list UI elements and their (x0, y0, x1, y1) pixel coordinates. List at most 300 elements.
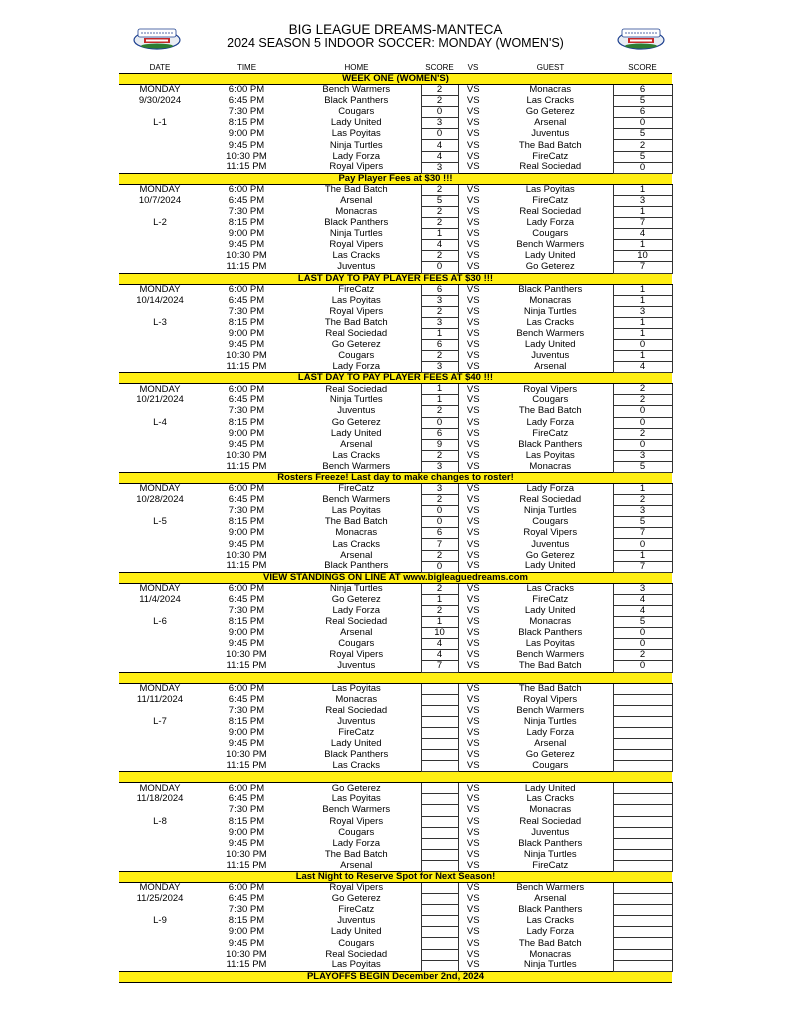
game-row (119, 816, 672, 827)
guest-team: Go Geterez (525, 261, 575, 273)
game-row (119, 517, 672, 528)
guest-score: 2 (613, 428, 672, 439)
guest-score (613, 727, 672, 738)
game-row (119, 184, 672, 195)
game-time: 6:45 PM (228, 295, 265, 306)
date-cell (119, 639, 201, 650)
date-cell (119, 927, 201, 938)
guest-score: 1 (613, 328, 672, 339)
guest-team: Monacras (529, 461, 572, 472)
vs-label: VS (466, 217, 480, 229)
game-time: 11:15 PM (226, 261, 267, 273)
home-team: Arsenal (340, 860, 373, 871)
home-team: Juventus (337, 716, 376, 727)
guest-score (613, 905, 672, 916)
guest-team: Bench Warmers (516, 705, 585, 716)
guest-score: 5 (613, 129, 672, 140)
home-team: Go Geterez (331, 594, 381, 605)
guest-score: 0 (613, 339, 672, 350)
home-team: FireCatz (338, 904, 375, 916)
game-row (119, 794, 672, 805)
guest-score: 4 (613, 362, 672, 373)
guest-score: 0 (613, 118, 672, 129)
game-row (119, 683, 672, 694)
home-score: 2 (421, 450, 458, 461)
home-team: Go Geterez (331, 893, 381, 905)
vs-label: VS (466, 949, 480, 960)
guest-score: 4 (613, 594, 672, 605)
vs-label: VS (466, 616, 480, 628)
home-team: Juventus (337, 915, 376, 927)
guest-team: Cougars (532, 228, 569, 240)
home-team: Las Cracks (332, 250, 380, 262)
game-time: 6:00 PM (228, 284, 265, 295)
home-team: Ninja Turtles (329, 583, 383, 595)
home-score: 4 (421, 140, 458, 151)
guest-score: 2 (613, 384, 672, 395)
home-score (421, 738, 458, 749)
home-score (421, 683, 458, 694)
guest-score: 1 (613, 351, 672, 362)
home-score: 0 (421, 561, 458, 572)
game-row (119, 195, 672, 206)
guest-team: Las Cracks (526, 317, 574, 328)
home-score: 4 (421, 240, 458, 251)
date-cell (119, 949, 201, 960)
date-cell (119, 306, 201, 317)
home-team: Arsenal (340, 439, 373, 450)
guest-score: 2 (613, 140, 672, 151)
date-cell (119, 506, 201, 517)
week-day: MONDAY (139, 483, 181, 495)
guest-team: Arsenal (534, 361, 567, 372)
game-time: 11:15 PM (226, 361, 267, 372)
guest-score: 3 (613, 306, 672, 317)
week-banner-row (119, 473, 672, 484)
game-time: 9:00 PM (228, 926, 265, 938)
guest-score (613, 916, 672, 927)
game-row (119, 151, 672, 162)
game-row (119, 107, 672, 118)
home-score: 1 (421, 617, 458, 628)
game-row (119, 362, 672, 373)
date-cell (119, 605, 201, 616)
guest-score (613, 860, 672, 871)
vs-label: VS (466, 139, 480, 151)
guest-score: 0 (613, 406, 672, 417)
game-time: 11:15 PM (226, 461, 267, 472)
home-team: Ninja Turtles (329, 139, 383, 151)
game-row (119, 96, 672, 107)
week-day: MONDAY (139, 84, 181, 96)
stadium-logo-icon (616, 25, 666, 51)
date-cell (119, 240, 201, 251)
vs-label: VS (466, 793, 480, 805)
home-team: Juventus (337, 261, 376, 273)
week-banner: Rosters Freeze! Last day to make changes to roster! (119, 473, 672, 484)
vs-label: VS (466, 106, 480, 118)
guest-score (613, 838, 672, 849)
home-score: 0 (421, 506, 458, 517)
vs-label: VS (466, 749, 480, 761)
home-score (421, 694, 458, 705)
guest-score: 7 (613, 218, 672, 229)
game-row (119, 206, 672, 217)
home-team: The Bad Batch (324, 184, 388, 196)
stadium-logo-icon (132, 25, 182, 51)
home-team: Royal Vipers (329, 162, 384, 173)
game-row (119, 639, 672, 650)
game-time: 8:15 PM (228, 616, 265, 628)
game-row (119, 129, 672, 140)
date-cell (119, 761, 201, 772)
guest-score (613, 794, 672, 805)
guest-score: 1 (613, 295, 672, 306)
guest-team: Las Poyitas (525, 638, 575, 650)
vs-label: VS (466, 250, 480, 262)
date-cell (119, 539, 201, 550)
date-cell (119, 727, 201, 738)
date-cell (119, 938, 201, 949)
date-cell (119, 849, 201, 860)
date-cell (119, 251, 201, 262)
guest-score: 0 (613, 539, 672, 550)
guest-score (613, 694, 672, 705)
home-team: Real Sociedad (325, 616, 388, 628)
game-row (119, 750, 672, 761)
vs-label: VS (466, 261, 480, 273)
game-time: 10:30 PM (226, 649, 267, 661)
game-time: 6:00 PM (228, 782, 265, 794)
playoffs-banner: PLAYOFFS BEGIN December 2nd, 2024 (119, 971, 672, 982)
vs-label: VS (466, 882, 480, 894)
vs-label: VS (466, 394, 480, 406)
game-row (119, 495, 672, 506)
game-row (119, 605, 672, 616)
vs-label: VS (466, 383, 480, 395)
game-row (119, 395, 672, 406)
vs-label: VS (466, 838, 480, 849)
home-score: 2 (421, 251, 458, 262)
column-header-row (119, 63, 672, 74)
guest-score: 3 (613, 195, 672, 206)
home-score: 7 (421, 539, 458, 550)
week-label: L-2 (153, 217, 167, 229)
date-cell (119, 628, 201, 639)
date-cell (119, 362, 201, 373)
game-time: 9:45 PM (228, 538, 265, 550)
game-time: 6:45 PM (228, 394, 265, 406)
home-team: Ninja Turtles (329, 228, 383, 240)
guest-team: Black Panthers (518, 838, 583, 849)
week-day: MONDAY (139, 782, 181, 794)
home-score: 2 (421, 583, 458, 594)
guest-score: 0 (613, 639, 672, 650)
home-score: 1 (421, 229, 458, 240)
guest-score (613, 894, 672, 905)
home-team: Las Poyitas (331, 683, 381, 694)
game-row (119, 218, 672, 229)
game-row (119, 439, 672, 450)
week-day: MONDAY (139, 284, 181, 295)
vs-label: VS (466, 128, 480, 140)
game-row (119, 450, 672, 461)
game-time: 9:45 PM (228, 239, 265, 251)
game-row (119, 905, 672, 916)
home-team: Lady United (330, 738, 382, 750)
schedule-table (119, 63, 673, 983)
date-cell (119, 328, 201, 339)
guest-score: 5 (613, 617, 672, 628)
game-time: 6:45 PM (228, 494, 265, 506)
guest-team: Bench Warmers (516, 882, 585, 894)
week-label: L-6 (153, 616, 167, 628)
home-team: Cougars (338, 827, 375, 838)
home-team: Bench Warmers (322, 804, 391, 816)
date-cell (119, 206, 201, 217)
game-row (119, 583, 672, 594)
guest-team: Real Sociedad (519, 494, 582, 506)
home-team: Las Poyitas (331, 128, 381, 140)
game-row (119, 783, 672, 794)
date-cell (119, 428, 201, 439)
home-score: 6 (421, 528, 458, 539)
home-score: 0 (421, 129, 458, 140)
game-row (119, 550, 672, 561)
week-banner-row (119, 772, 672, 783)
game-time: 10:30 PM (226, 250, 267, 262)
vs-label: VS (466, 428, 480, 439)
game-time: 6:45 PM (228, 893, 265, 905)
game-row (119, 284, 672, 295)
home-score: 3 (421, 162, 458, 173)
home-team: Ninja Turtles (329, 394, 383, 406)
home-team: Real Sociedad (325, 949, 388, 960)
week-date: 10/28/2024 (136, 494, 184, 506)
game-row (119, 428, 672, 439)
game-time: 10:30 PM (226, 151, 267, 162)
game-time: 8:15 PM (228, 317, 265, 328)
guest-score: 1 (613, 317, 672, 328)
vs-label: VS (466, 561, 480, 572)
vs-label: VS (466, 328, 480, 339)
game-time: 9:00 PM (228, 827, 265, 838)
guest-team: Cougars (532, 516, 569, 528)
guest-team: Ninja Turtles (523, 716, 577, 727)
guest-team: Real Sociedad (519, 816, 582, 827)
guest-team: Lady Forza (526, 483, 575, 495)
game-row (119, 838, 672, 849)
date-cell (119, 151, 201, 162)
game-row (119, 251, 672, 262)
home-team: Las Cracks (332, 760, 380, 771)
guest-team: Black Panthers (518, 284, 583, 295)
vs-label: VS (466, 638, 480, 650)
guest-score: 3 (613, 506, 672, 517)
home-team: Cougars (338, 638, 375, 650)
game-time: 10:30 PM (226, 749, 267, 761)
home-team: Cougars (338, 350, 375, 362)
home-score: 2 (421, 184, 458, 195)
week-banner (119, 772, 672, 783)
game-row (119, 727, 672, 738)
game-time: 6:00 PM (228, 383, 265, 395)
game-time: 9:00 PM (228, 328, 265, 339)
game-time: 6:00 PM (228, 184, 265, 196)
guest-score: 2 (613, 650, 672, 661)
week-date: 11/25/2024 (136, 893, 184, 905)
vs-label: VS (466, 494, 480, 506)
vs-label: VS (466, 151, 480, 162)
game-time: 7:30 PM (228, 106, 265, 118)
home-team: Black Panthers (324, 95, 389, 107)
vs-label: VS (466, 339, 480, 351)
game-time: 9:00 PM (228, 128, 265, 140)
week-date: 11/4/2024 (139, 594, 181, 605)
date-cell (119, 461, 201, 472)
home-team: Go Geterez (331, 782, 381, 794)
game-time: 6:00 PM (228, 683, 265, 694)
vs-label: VS (466, 738, 480, 750)
game-row (119, 118, 672, 129)
home-team: Juventus (337, 405, 376, 417)
week-date: 9/30/2024 (138, 95, 182, 107)
game-time: 7:30 PM (228, 306, 265, 317)
guest-team: Monacras (529, 84, 572, 96)
guest-score: 0 (613, 162, 672, 173)
guest-score (613, 816, 672, 827)
game-row (119, 661, 672, 672)
week-banner-row (119, 173, 672, 184)
vs-label: VS (466, 816, 480, 827)
guest-team: Arsenal (534, 893, 567, 905)
vs-label: VS (466, 760, 480, 771)
guest-team: Real Sociedad (519, 162, 582, 173)
home-team: FireCatz (338, 483, 375, 495)
game-time: 8:15 PM (228, 516, 265, 528)
guest-team: Las Cracks (526, 95, 574, 107)
guest-score: 1 (613, 206, 672, 217)
vs-label: VS (466, 716, 480, 727)
guest-score: 6 (613, 107, 672, 118)
game-row (119, 949, 672, 960)
guest-team: Go Geterez (525, 106, 575, 118)
home-score: 4 (421, 639, 458, 650)
week-banner: WEEK ONE (WOMEN'S) (119, 74, 672, 85)
game-time: 9:45 PM (228, 439, 265, 450)
vs-label: VS (466, 405, 480, 417)
home-score (421, 916, 458, 927)
guest-team: Bench Warmers (516, 649, 585, 661)
home-score: 2 (421, 351, 458, 362)
week-banner (119, 672, 672, 683)
game-row (119, 716, 672, 727)
date-cell (119, 439, 201, 450)
game-time: 11:15 PM (226, 162, 267, 173)
week-date: 11/11/2024 (136, 694, 184, 705)
guest-score (613, 938, 672, 949)
home-score: 9 (421, 439, 458, 450)
game-row (119, 883, 672, 894)
game-row (119, 617, 672, 628)
date-cell (119, 107, 201, 118)
guest-team: The Bad Batch (518, 937, 582, 949)
game-row (119, 938, 672, 949)
date-cell (119, 528, 201, 539)
guest-team: Lady United (524, 339, 576, 351)
home-team: Royal Vipers (329, 649, 384, 661)
game-time: 9:45 PM (228, 139, 265, 151)
date-cell (119, 827, 201, 838)
home-score (421, 816, 458, 827)
vs-label: VS (466, 960, 480, 971)
game-time: 6:45 PM (228, 195, 265, 206)
date-cell (119, 140, 201, 151)
guest-team: Las Cracks (526, 793, 574, 805)
game-row (119, 140, 672, 151)
vs-label: VS (466, 705, 480, 716)
home-score (421, 960, 458, 971)
page-subtitle: 2024 SEASON 5 INDOOR SOCCER: MONDAY (WOMEN'S) (227, 36, 564, 50)
home-score: 2 (421, 306, 458, 317)
game-time: 8:15 PM (228, 217, 265, 229)
guest-team: Ninja Turtles (523, 960, 577, 971)
home-score: 6 (421, 284, 458, 295)
week-label: L-3 (153, 317, 167, 328)
vs-label: VS (466, 516, 480, 528)
vs-label: VS (466, 284, 480, 295)
game-time: 11:15 PM (226, 561, 267, 572)
game-row (119, 351, 672, 362)
guest-score (613, 883, 672, 894)
game-time: 9:45 PM (228, 838, 265, 849)
guest-score (613, 960, 672, 971)
guest-score (613, 750, 672, 761)
home-score: 0 (421, 517, 458, 528)
week-day: MONDAY (139, 383, 181, 395)
game-time: 11:15 PM (226, 760, 267, 771)
guest-team: Juventus (531, 827, 570, 838)
home-score (421, 849, 458, 860)
date-cell (119, 805, 201, 816)
date-cell (119, 650, 201, 661)
guest-score: 3 (613, 583, 672, 594)
game-time: 6:00 PM (228, 882, 265, 894)
guest-score (613, 849, 672, 860)
home-score: 2 (421, 605, 458, 616)
week-day: MONDAY (139, 583, 181, 595)
guest-team: Monacras (529, 295, 572, 306)
game-time: 9:45 PM (228, 738, 265, 750)
guest-team: Black Panthers (518, 627, 583, 639)
home-score: 0 (421, 262, 458, 273)
home-team: Cougars (338, 937, 375, 949)
week-date: 10/7/2024 (138, 195, 182, 206)
game-row (119, 694, 672, 705)
week-day: MONDAY (139, 683, 181, 694)
game-row (119, 894, 672, 905)
home-team: Lady Forza (332, 605, 381, 616)
guest-score: 0 (613, 628, 672, 639)
home-team: Cougars (338, 106, 375, 118)
guest-score (613, 783, 672, 794)
home-score: 2 (421, 85, 458, 96)
home-team: Black Panthers (324, 217, 389, 229)
home-score (421, 883, 458, 894)
game-row (119, 417, 672, 428)
guest-score: 5 (613, 96, 672, 107)
guest-score: 0 (613, 439, 672, 450)
